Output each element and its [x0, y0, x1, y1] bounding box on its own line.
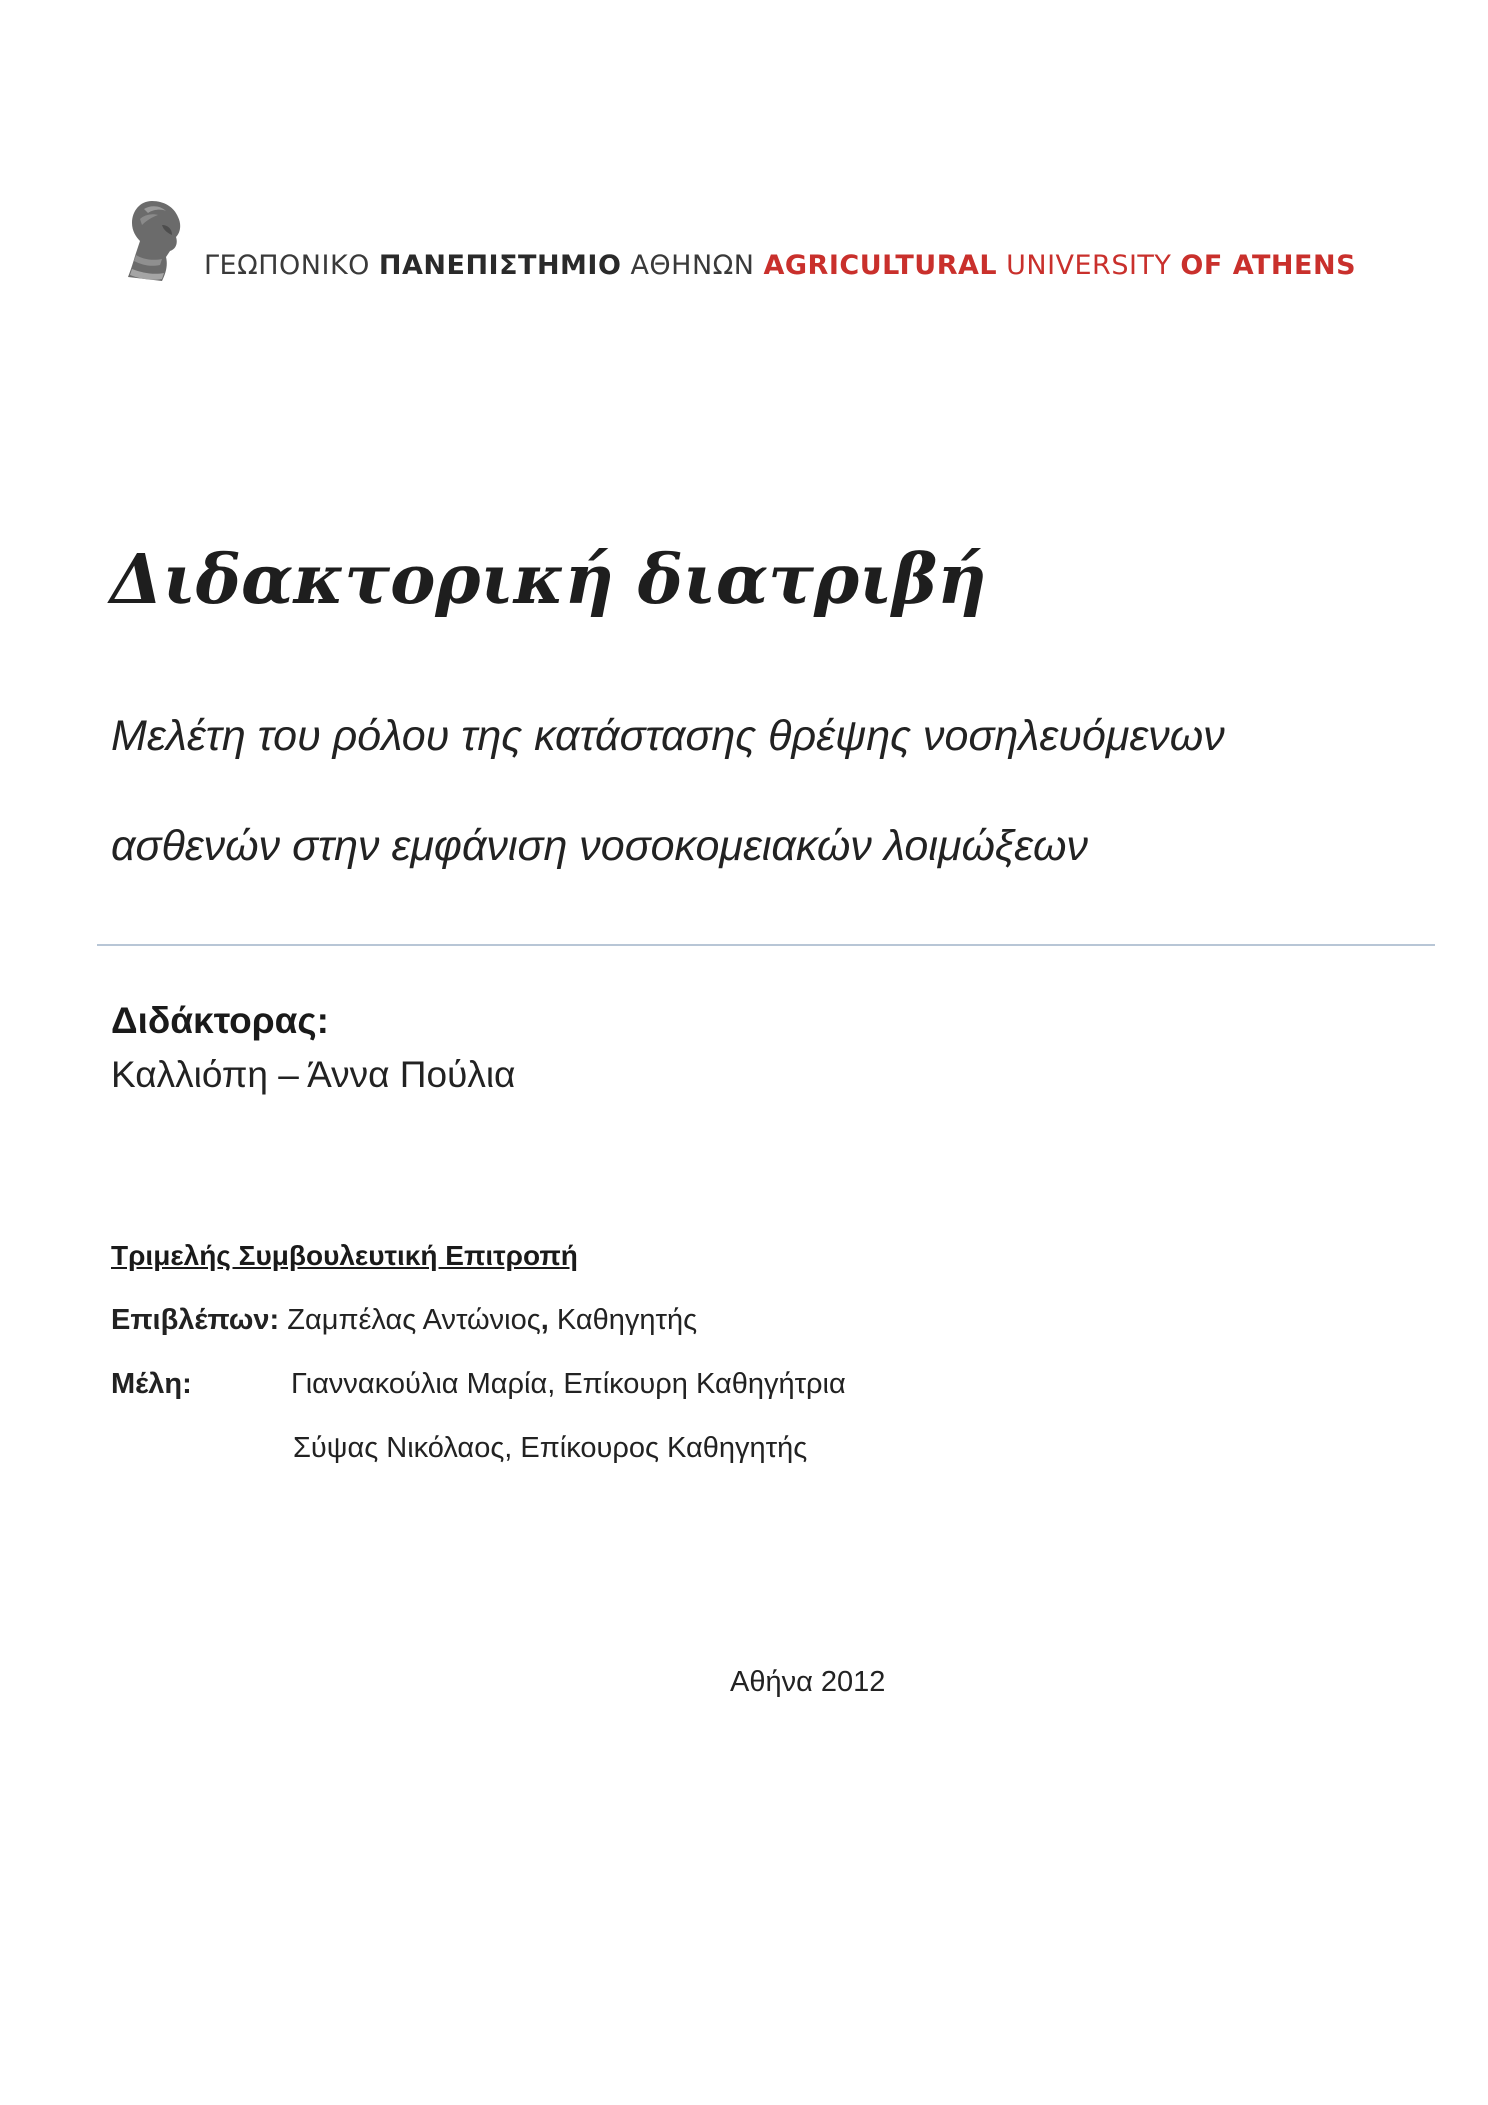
- university-name-greek-3: ΑΘΗΝΩΝ: [630, 250, 755, 281]
- doctoral-candidate-name: Καλλιόπη – Άννα Πούλια: [111, 1054, 516, 1095]
- supervisor-label: Επιβλέπων:: [111, 1304, 280, 1336]
- university-name-greek-1: ΓΕΩΠΟΝΙΚΟ: [204, 250, 370, 281]
- document-title: Διδακτορική διατριβή: [110, 540, 987, 620]
- place-and-date: Αθήνα 2012: [730, 1666, 886, 1698]
- doctoral-candidate-label: Διδάκτορας:: [111, 1000, 329, 1041]
- members-label: Μέλη:: [111, 1368, 192, 1400]
- athena-head-emblem-icon: [122, 195, 190, 285]
- university-name: [204, 250, 1365, 285]
- supervisor-name: Ζαμπέλας Αντώνιος: [287, 1304, 541, 1336]
- supervisor-row: [111, 1304, 697, 1337]
- thesis-subtitle-line-2: ασθενών στην εμφάνιση νοσοκομειακών λοιμώξεων: [111, 822, 1089, 870]
- university-name-english-1: AGRICULTURAL: [763, 250, 998, 281]
- university-name-greek-2: ΠΑΝΕΠΙΣΤΗΜΙΟ: [378, 250, 622, 281]
- university-name-english-3: OF ATHENS: [1180, 250, 1357, 281]
- supervisor-title: Καθηγητής: [556, 1304, 698, 1336]
- supervisor-comma: ,: [540, 1304, 549, 1336]
- divider: [97, 944, 1435, 946]
- university-header: [122, 190, 1365, 285]
- members-row: [111, 1368, 846, 1401]
- thesis-subtitle-line-1: Μελέτη του ρόλου της κατάστασης θρέψης νοσηλευόμενων: [111, 712, 1225, 760]
- committee-member-2: Σύψας Νικόλαος, Επίκουρος Καθηγητής: [293, 1432, 808, 1464]
- committee-member-1: Γιαννακούλια Μαρία, Επίκουρη Καθηγήτρια: [291, 1368, 846, 1400]
- committee-heading: Τριμελής Συμβουλευτική Επιτροπή: [111, 1240, 578, 1271]
- university-name-english-2: UNIVERSITY: [1006, 250, 1172, 281]
